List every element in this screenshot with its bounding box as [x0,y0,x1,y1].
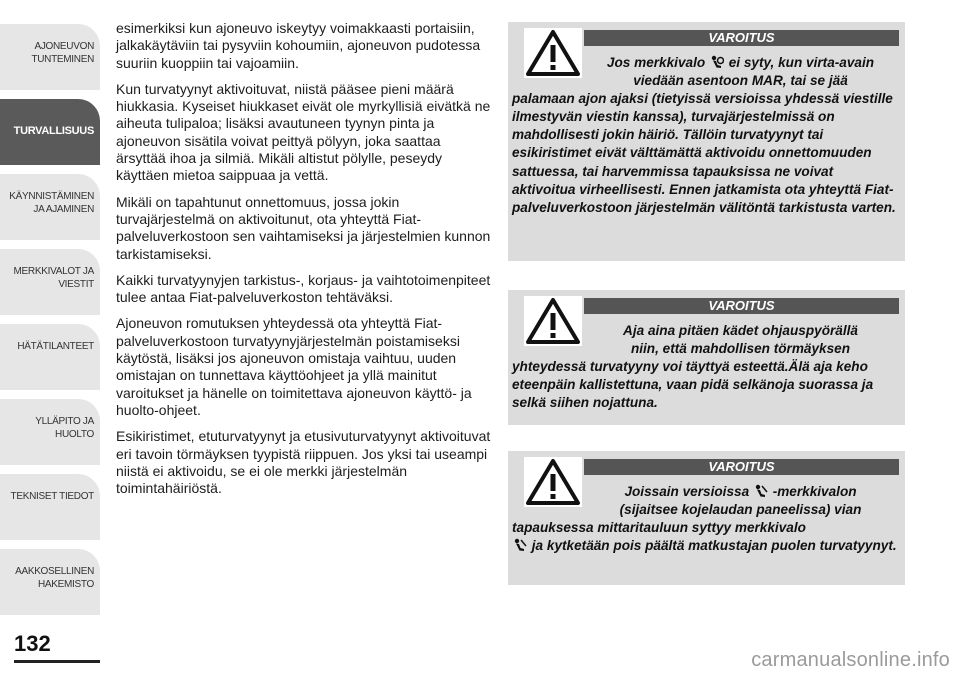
tab-label: KÄYNNISTÄMINEN JA AJAMINEN [9,191,94,215]
warning-text-part: Jos merkkivalo [606,55,706,70]
body-text [116,20,494,506]
tab-turvallisuus[interactable] [0,99,100,165]
tab-merkkivalot[interactable] [0,249,100,315]
watermark: carmanualsonline.info [751,649,950,671]
paragraph: esimerkiksi kun ajoneuvo iskeytyy voimakkaasti portaisiin, jalkakäytäviin tai pysyviin kohoumiin, ajoneuvon pudotessa suuriin kuoppiin tai vajoamiin. [116,20,481,71]
warning-text-part: Joissain versioissa [624,484,750,499]
tab-label: MERKKIVALOT JA VIESTIT [13,266,94,290]
warning-text-part: niin, että mahdollisen törmäyksen [630,341,851,357]
warning-text-part: tapauksessa mittaritauluun syttyy merkkivalo [512,520,806,536]
tab-label: HÄTÄTILANTEET [17,341,94,352]
warning-text-part: (sijaitsee kojelaudan paneelissa) vian [619,502,862,518]
warning-text [512,322,897,412]
passenger-airbag-off-icon [754,484,768,498]
warning-text [512,54,897,217]
tab-label: AJONEUVON TUNTEMINEN [31,41,94,65]
warning-heading: VAROITUS [584,298,899,314]
warning-text-part: viedään asentoon MAR, tai se jää [633,73,848,89]
warning-box [508,451,905,585]
warning-text-part: -merkkivalon [772,484,857,499]
warning-text-part: ei syty, kun virta-avain [728,55,875,70]
page-number-underline [14,660,100,663]
warning-text-part: yhteydessä turvatyyny voi täyttyä esteettä.Älä aja keho eteenpäin kallistettuna, vaan pidä selkänoja suorassa ja selkä siihen nojattuna. [512,359,874,411]
warning-heading: VAROITUS [584,459,899,475]
warning-box [508,22,905,261]
warning-box [508,290,905,425]
paragraph: Ajoneuvon romutuksen yhteydessä ota yhteyttä Fiat-palveluverkostoon turvatyynyjärjestelmän poistamiseksi käytöstä, lisäksi jos ajoneuvon omistaja vaihtuu, uuden omistajan on tunnettava käyttöohjeet ja yllä mainitut varoitukset ja hänelle on toimitettava ajoneuvon käyttö- ja huolto-ohjeet. [116,315,472,418]
page-number: 132 [14,631,51,656]
paragraph: Esikiristimet, etuturvatyynyt ja etusivuturvatyynyt aktivoituvat eri tavoin törmäyksen tyypistä riippuen. Jos yksi tai useampi niistä ei aktivoidu, se ei ole merkki järjestelmän toimintahäiriöstä. [116,428,491,497]
tab-kaynnistaminen[interactable] [0,174,100,240]
warning-heading: VAROITUS [584,30,899,46]
tab-tekniset-tiedot[interactable] [0,474,100,540]
paragraph: Kun turvatyynyt aktivoituvat, niistä pääsee pieni määrä hiukkasia. Kyseiset hiukkaset eivät ole myrkyllisiä eivätkä ne aiheuta tulipaloa; lisäksi avautuneen tyynyn pinta ja ajoneuvon sisätila voivat peittyä pölyyn, joka saattaa ärsyttää ihoa ja silmiä. Mikäli altistut pölylle, peseydy käyttäen mietoa saippuaa ja vettä. [116,80,491,184]
chapter-tabs [0,24,100,624]
tab-yllapito[interactable] [0,399,100,465]
tab-hatatilanteet[interactable] [0,324,100,390]
paragraph: Mikäli on tapahtunut onnettomuus, jossa jokin turvajärjestelmä on aktivoitunut, ota yhteyttä Fiat-palveluverkostoon sen vaihtamiseksi ja järjestelmien kunnon tarkistamiseksi. [116,193,491,262]
warning-text [512,483,897,555]
tab-label: TEKNISET TIEDOT [10,491,94,502]
warning-text-part: palamaan ajon ajaksi (tietyissä versioissa yhdessä viestille ilmestyvän viestin kanssa), turvajärjestelmissä on mahdollisesti jokin häiriö. Tällöin turvatyynyt tai esikiristimet eivät välttämättä aktivoidu onnettomuuden sattuessa, tai harvemmissa tapauksissa ne voivat aktivoitua virheellisesti. Ennen jatkamista ota yhteyttä Fiat-palveluverkostoon järjestelmän välitöntä tarkistusta varten. [512,91,896,215]
warning-text-part: Aja aina pitäen kädet ohjauspyörällä [623,323,858,338]
tab-label: YLLÄPITO JA HUOLTO [35,416,94,440]
passenger-airbag-off-icon [513,538,527,552]
warning-text-part: ja kytketään pois päältä matkustajan puolen turvatyynyt. [531,538,897,554]
airbag-icon [710,55,724,69]
tab-label: AAKKOSELLINEN HAKEMISTO [15,566,94,590]
tab-ajoneuvon-tunteminen[interactable] [0,24,100,90]
tab-label: TURVALLISUUS [13,125,94,137]
tab-hakemisto[interactable] [0,549,100,615]
paragraph: Kaikki turvatyynyjen tarkistus-, korjaus- ja vaihtotoimenpiteet tulee antaa Fiat-palveluverkoston tehtäväksi. [116,271,491,306]
